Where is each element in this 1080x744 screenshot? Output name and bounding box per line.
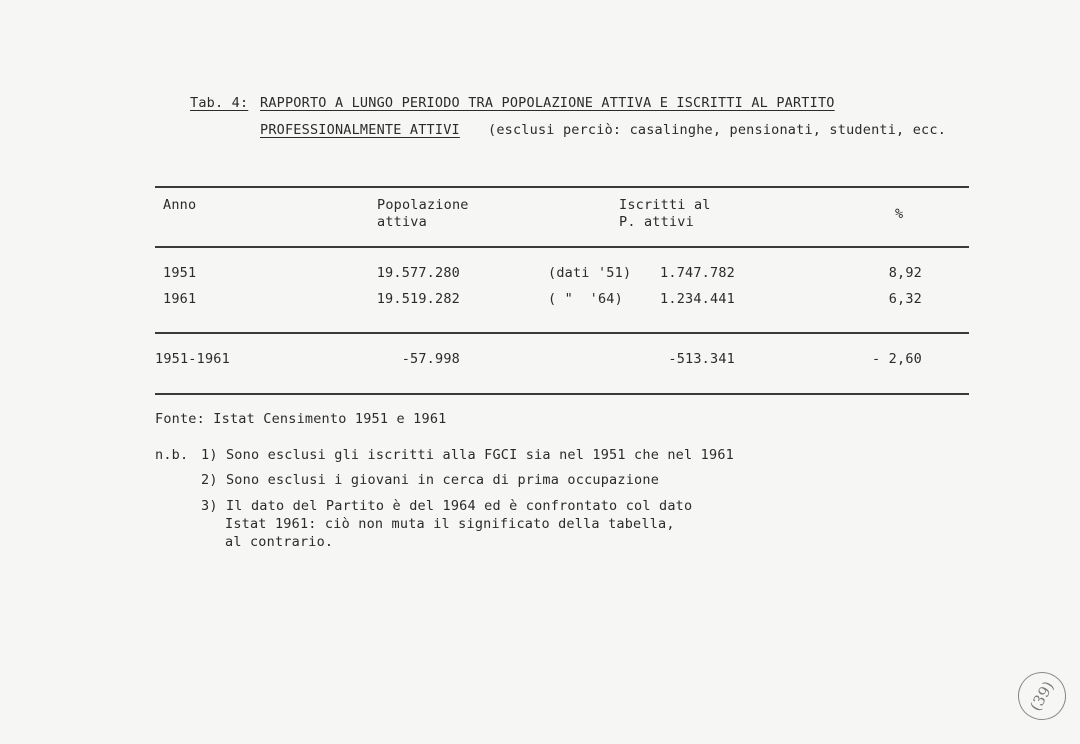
table-label: Tab. 4: [190,95,249,111]
note-3-line-3: al contrario. [225,534,334,550]
row-1951-popolazione: 19.577.280 [376,265,460,281]
row-1951-anno: 1951 [163,265,197,281]
row-1951-note: (dati '51) [548,265,632,281]
diff-iscritti: -513.341 [668,351,735,367]
table-bottom-rule [155,393,969,395]
table-top-rule [155,186,969,188]
row-1961-percent: 6,32 [888,291,922,307]
row-1951-percent: 8,92 [888,265,922,281]
diff-percent: - 2,60 [872,351,922,367]
notes-prefix: n.b. [155,447,189,463]
note-3-line-1: 3) Il dato del Partito è del 1964 ed è confrontato col dato [201,498,693,514]
header-popolazione-1: Popolazione [377,197,469,213]
header-popolazione-2: attiva [377,214,427,230]
row-1961-anno: 1961 [163,291,197,307]
header-percent: % [895,206,904,222]
source-line: Fonte: Istat Censimento 1951 e 1961 [155,411,447,427]
row-1961-iscritti: 1.234.441 [660,291,735,307]
row-1951-iscritti: 1.747.782 [660,265,735,281]
note-3-line-2: Istat 1961: ciò non muta il significato della tabella, [225,516,675,532]
diff-anno: 1951-1961 [155,351,230,367]
row-1961-note: ( " '64) [548,291,623,307]
title-line-1: RAPPORTO A LUNGO PERIODO TRA POPOLAZIONE ATTIVA E ISCRITTI AL PARTITO [260,95,835,111]
note-2: 2) Sono esclusi i giovani in cerca di prima occupazione [201,472,660,488]
body-bottom-rule [155,332,969,334]
header-bottom-rule [155,246,969,248]
header-anno: Anno [163,197,197,213]
title-line-2-underlined: PROFESSIONALMENTE ATTIVI [260,122,460,138]
diff-popolazione: -57.998 [401,351,460,367]
note-1: 1) Sono esclusi gli iscritti alla FGCI sia nel 1951 che nel 1961 [201,447,734,463]
page-number-stamp: (39) [1009,663,1075,729]
header-iscritti-2: P. attivi [619,214,694,230]
row-1961-popolazione: 19.519.282 [376,291,460,307]
title-line-2-rest: (esclusi perciò: casalinghe, pensionati, studenti, ecc. [488,122,947,138]
header-iscritti-1: Iscritti al [619,197,711,213]
